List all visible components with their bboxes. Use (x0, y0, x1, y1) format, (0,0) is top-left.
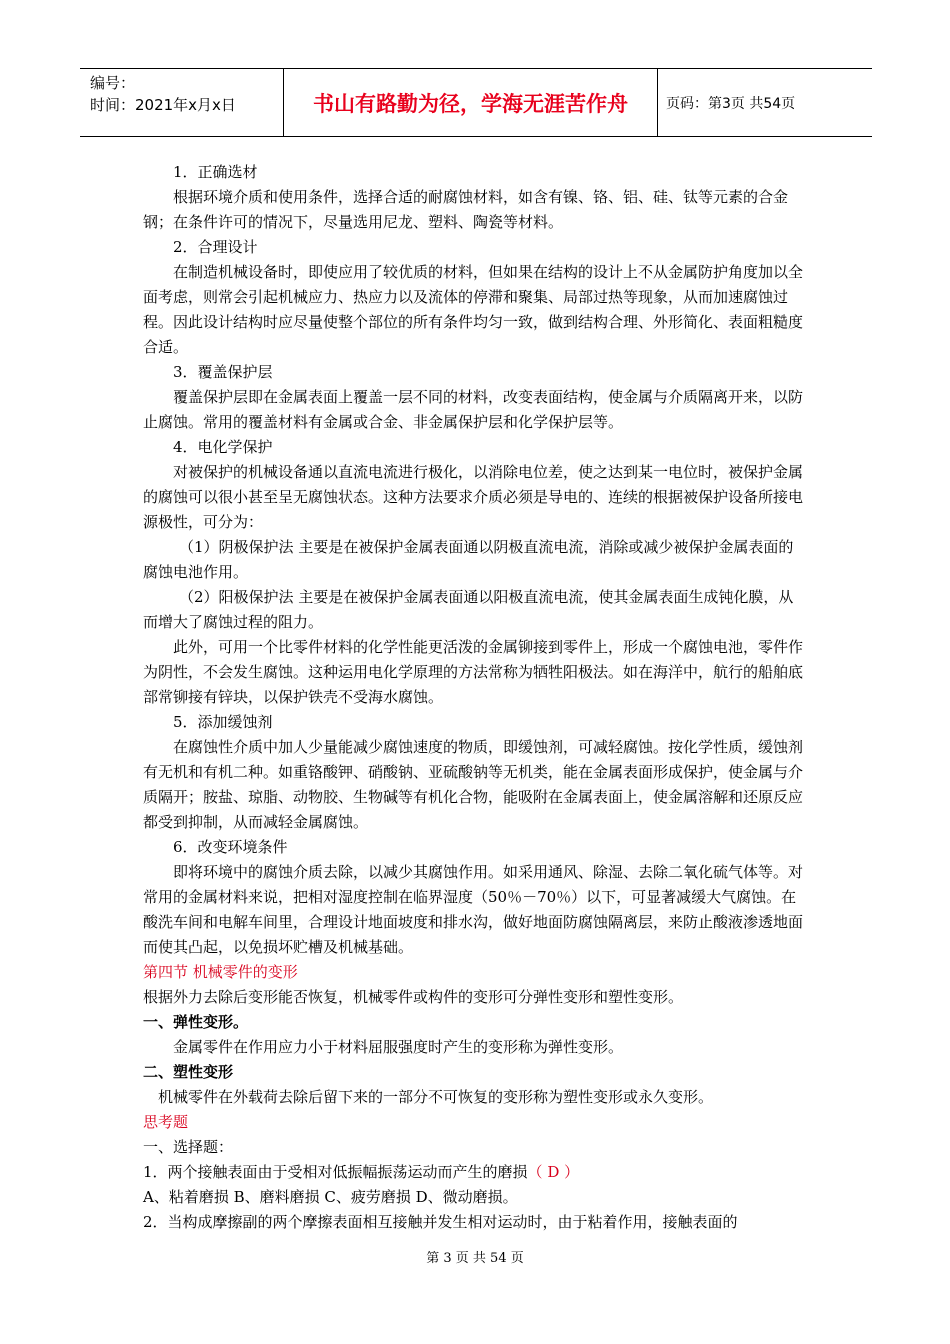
paragraph (143, 710, 807, 735)
paragraph-text: 3．覆盖保护层 (173, 363, 273, 381)
paragraph-text: 二、塑性变形 (143, 1063, 234, 1081)
paragraph-text: 覆盖保护层即在金属表面上覆盖一层不同的材料，改变表面结构，使金属与介质隔离开来，以防止腐蚀。常用的覆盖材料有金属或合金、非金属保护层和化学保护层等。 (143, 388, 804, 431)
paragraph-text: 金属零件在作用应力小于材料屈服强度时产生的变形称为弹性变形。 (173, 1038, 624, 1056)
paragraph (143, 185, 807, 235)
paragraph (143, 1085, 807, 1110)
page-footer: 第 3 页 共 54 页 (426, 1251, 524, 1266)
paragraph (143, 1160, 807, 1185)
header-meta (80, 69, 284, 136)
paragraph-text: 在制造机械设备时，即使应用了较优质的材料，但如果在结构的设计上不从金属防护角度加以全面考虑，则常会引起机械应力、热应力以及流体的停滞和聚集、局部过热等现象，从而加速腐蚀过程。因此设计结构时应尽量使整个部位的所有条件均匀一致，做到结构合理、外形简化、表面粗糙度合适。 (143, 263, 804, 356)
paragraph-text: A、粘着磨损 B、磨料磨损 C、疲劳磨损 D、微动磨损。 (143, 1188, 518, 1206)
code-label: 编号： (90, 74, 136, 92)
paragraph (143, 1135, 807, 1160)
paragraph-text: 对被保护的机械设备通以直流电流进行极化，以消除电位差，使之达到某一电位时，被保护金属的腐蚀可以很小甚至呈无腐蚀状态。这种方法要求介质必须是导电的、连续的根据被保护设备所接电源极性，可分为： (143, 463, 804, 531)
paragraph-text: 2．合理设计 (173, 238, 258, 256)
paragraph-text: 一、弹性变形。 (143, 1013, 249, 1031)
paragraph-text: （2）阳极保护法 主要是在被保护金属表面通以阳极直流电流，使其金属表面生成钝化膜，从而增大了腐蚀过程的阻力。 (143, 588, 794, 631)
paragraph-text: 在腐蚀性介质中加人少量能减少腐蚀速度的物质，即缓蚀剂，可减轻腐蚀。按化学性质，缓蚀剂有无机和有机二种。如重铬酸钾、硝酸钠、亚硫酸钠等无机类，能在金属表面形成保护，使金属与介质隔开；胺盐、琼脂、动物胶、生物碱等有机化合物，能吸附在金属表面上，使金属溶解和还原反应都受到抑制，从而减轻金属腐蚀。 (143, 738, 804, 831)
paragraph-text: 6．改变环境条件 (173, 838, 288, 856)
page-header (80, 68, 872, 137)
paragraph (143, 985, 807, 1010)
paragraph (143, 385, 807, 435)
paragraph-text: 第四节 机械零件的变形 (143, 963, 298, 981)
paragraph (143, 860, 807, 960)
header-motto: 书山有路勤为径，学海无涯苦作舟 (284, 69, 658, 136)
paragraph (143, 1035, 807, 1060)
paragraph (143, 360, 807, 385)
paragraph (143, 585, 807, 635)
paragraph-text: （1）阴极保护法 主要是在被保护金属表面通以阴极直流电流，消除或减少被保护金属表面的腐蚀电池作用。 (143, 538, 794, 581)
document-body (143, 160, 807, 1235)
paragraph (143, 1185, 807, 1210)
paragraph (143, 1060, 807, 1085)
paragraph (143, 260, 807, 360)
answer-text: （ D ） (527, 1163, 580, 1181)
paragraph-text: 根据环境介质和使用条件，选择合适的耐腐蚀材料，如含有镍、铬、铝、硅、钛等元素的合金钢；在条件许可的情况下，尽量选用尼龙、塑料、陶瓷等材料。 (143, 188, 789, 231)
paragraph-text: 机械零件在外载荷去除后留下来的一部分不可恢复的变形称为塑性变形或永久变形。 (158, 1088, 714, 1106)
paragraph (143, 735, 807, 835)
paragraph-text: 根据外力去除后变形能否恢复，机械零件或构件的变形可分弹性变形和塑性变形。 (143, 988, 684, 1006)
paragraph-text: 1．正确选材 (173, 163, 258, 181)
paragraph (143, 960, 807, 985)
paragraph-text: 此外，可用一个比零件材料的化学性能更活泼的金属铆接到零件上，形成一个腐蚀电池，零件作为阴性，不会发生腐蚀。这种运用电化学原理的方法常称为牺牲阳极法。如在海洋中，航行的船舶底部常铆接有锌块，以保护铁壳不受海水腐蚀。 (143, 638, 804, 706)
time-label: 时间：2021年x月x日 (90, 96, 236, 114)
paragraph (143, 835, 807, 860)
paragraph (143, 235, 807, 260)
paragraph (143, 635, 807, 710)
paragraph-text: 5．添加缓蚀剂 (173, 713, 273, 731)
paragraph (143, 535, 807, 585)
paragraph (143, 1210, 807, 1235)
paragraph (143, 435, 807, 460)
paragraph-text: 思考题 (143, 1113, 189, 1131)
paragraph-text: 一、选择题： (143, 1138, 234, 1156)
paragraph (143, 160, 807, 185)
paragraph-text: 4．电化学保护 (173, 438, 273, 456)
paragraph-text: 1．两个接触表面由于受相对低振幅振荡运动而产生的磨损 (143, 1163, 528, 1181)
paragraph-text: 即将环境中的腐蚀介质去除，以减少其腐蚀作用。如采用通风、除湿、去除二氧化硫气体等。对常用的金属材料来说，把相对湿度控制在临界湿度（50％－70％）以下，可显著减缓大气腐蚀。在酸洗车间和电解车间里，合理设计地面坡度和排水沟，做好地面防腐蚀隔离层，来防止酸液渗透地面而使其凸起，以免损坏贮槽及机械基础。 (143, 863, 804, 956)
paragraph (143, 460, 807, 535)
paragraph (143, 1110, 807, 1135)
paragraph (143, 1010, 807, 1035)
header-page-info: 页码：第3页 共54页 (666, 95, 796, 112)
paragraph-text: 2．当构成摩擦副的两个摩擦表面相互接触并发生相对运动时，由于粘着作用，接触表面的 (143, 1213, 738, 1231)
